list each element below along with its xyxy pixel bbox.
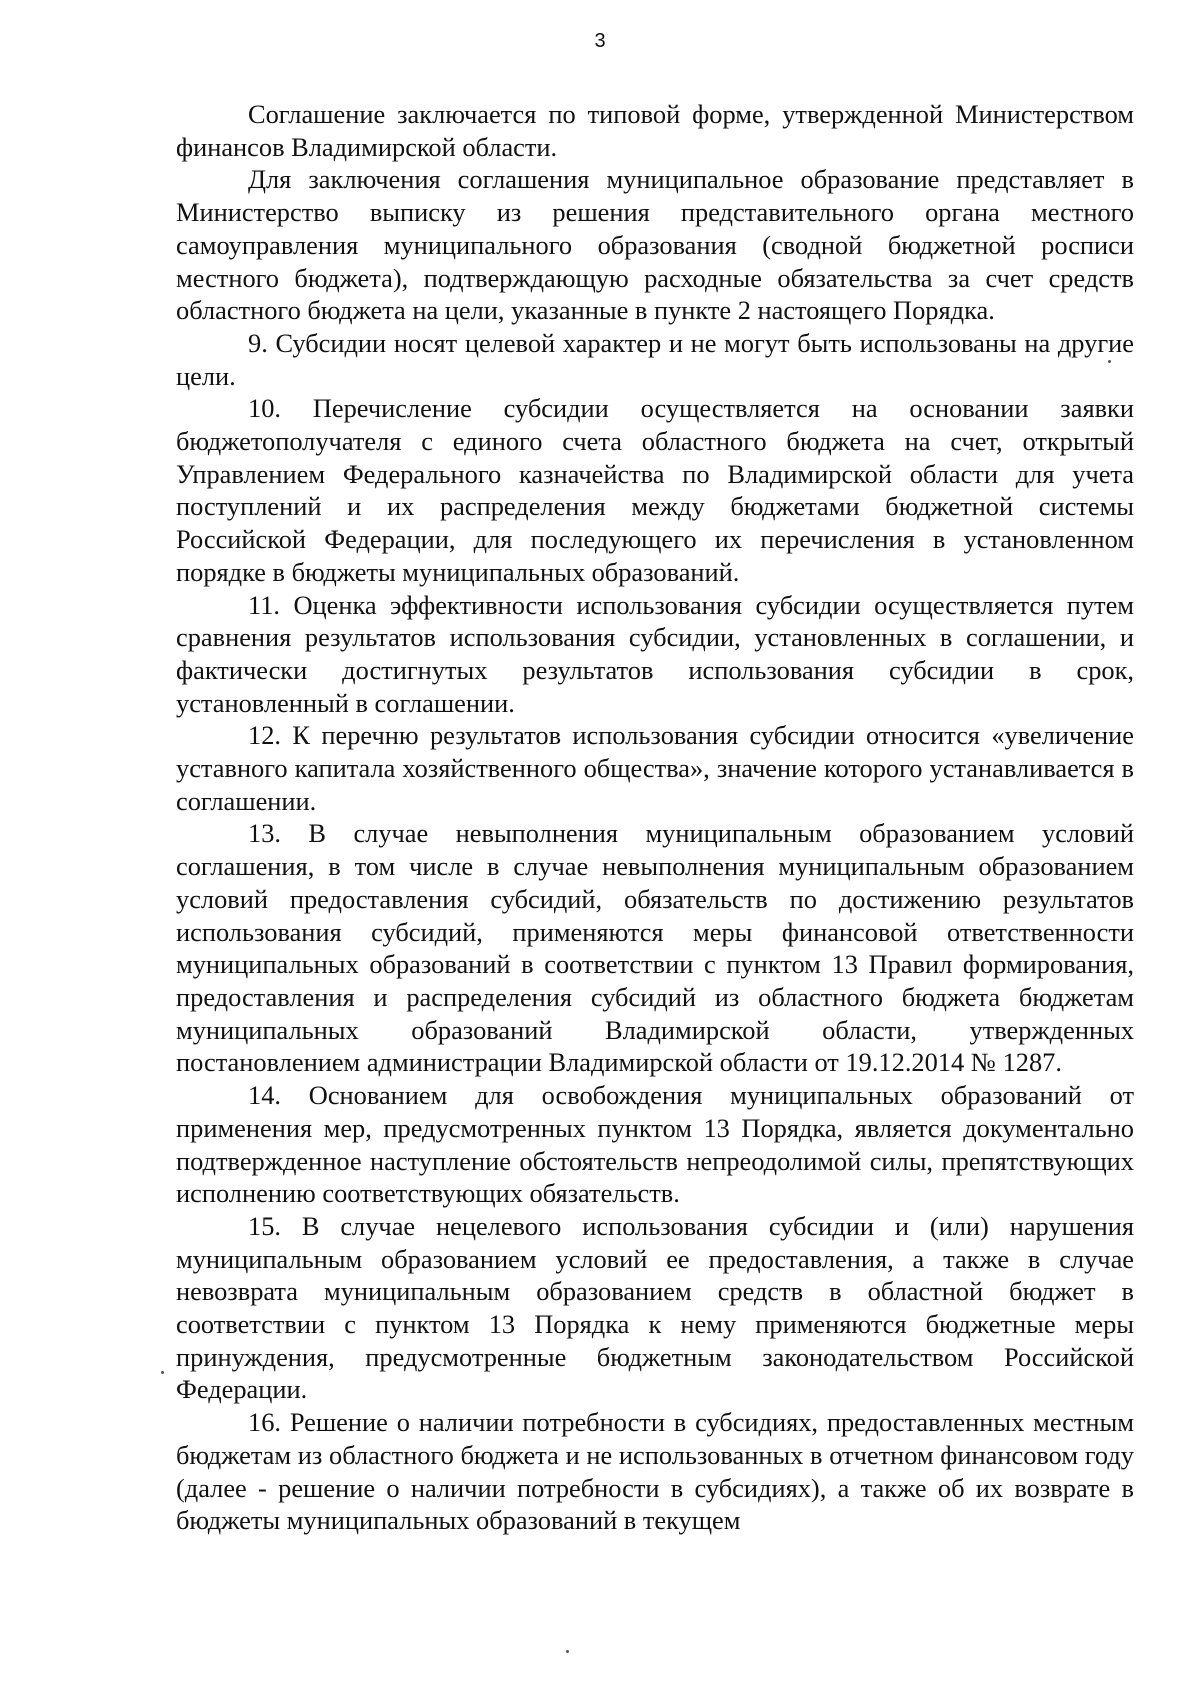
paragraph-agreement-conclusion: Для заключения соглашения муниципальное образование представляет в Министерство выписку из решения представительного органа местного самоуправления муниципального образования (сводной бюджетной росписи местного бюджета), подтверждающую расходные обязательства за счет средств областного бюджета на цели, указанные в пункте 2 настоящего Порядка.: [176, 164, 1134, 326]
paragraph-item-16: 16. Решение о наличии потребности в субсидиях, предоставленных местным бюджетам из областного бюджета и не использованных в отчетном финансовом году (далее - решение о наличии потребности в субсидиях), а также об их возврате в бюджеты муниципальных образований в текущем: [176, 1407, 1134, 1536]
paragraph-item-10: 10. Перечисление субсидии осуществляется на основании заявки бюджетополучателя с единого счета областного бюджета на счет, открытый Управлением Федерального казначейства по Владимирской области для учета поступлений и их распределения между бюджетами бюджетной системы Российской Федерации, для последующего их перечисления в установленном порядке в бюджеты муниципальных образований.: [176, 393, 1134, 587]
paragraph-item-14: 14. Основанием для освобождения муниципальных образований от применения мер, предусмотренных пунктом 13 Порядка, является документально подтвержденное наступление обстоятельств непреодолимой силы, препятствующих исполнению соответствующих обязательств.: [176, 1080, 1134, 1209]
paragraph-agreement-form: Соглашение заключается по типовой форме, утвержденной Министерством финансов Владимирской области.: [176, 99, 1134, 162]
scan-speck: [1108, 360, 1111, 363]
document-body: [176, 98, 1134, 1537]
page-number: 3: [594, 30, 606, 52]
paragraph-item-13: 13. В случае невыполнения муниципальным образованием условий соглашения, в том числе в случае невыполнения муниципальным образованием условий предоставления субсидий, обязательств по достижению результатов использования субсидий, применяются меры финансовой ответственности муниципальных образований в соответствии с пунктом 13 Правил формирования, предоставления и распределения субсидий из областного бюджета бюджетам муниципальных образований Владимирской области, утвержденных постановлением администрации Владимирской области от 19.12.2014 № 1287.: [176, 818, 1134, 1078]
paragraph-item-12: 12. К перечню результатов использования субсидии относится «увеличение уставного капитала хозяйственного общества», значение которого устанавливается в соглашении.: [176, 720, 1134, 816]
paragraph-item-9: 9. Субсидии носят целевой характер и не могут быть использованы на другие цели.: [176, 327, 1134, 391]
scan-speck: [566, 1650, 569, 1653]
paragraph-item-15: 15. В случае нецелевого использования субсидии и (или) нарушения муниципальным образованием условий ее предоставления, а также в случае невозврата муниципальным образованием средств в областной бюджет в соответствии с пунктом 13 Порядка к нему применяются бюджетные меры принуждения, предусмотренные бюджетным законодательством Российской Федерации.: [176, 1210, 1134, 1405]
paragraph-item-11: 11. Оценка эффективности использования субсидии осуществляется путем сравнения результатов использования субсидии, установленных в соглашении, и фактически достигнутых результатов использования субсидии в срок, установленный в соглашении.: [176, 589, 1134, 718]
scan-speck: [161, 1371, 164, 1374]
